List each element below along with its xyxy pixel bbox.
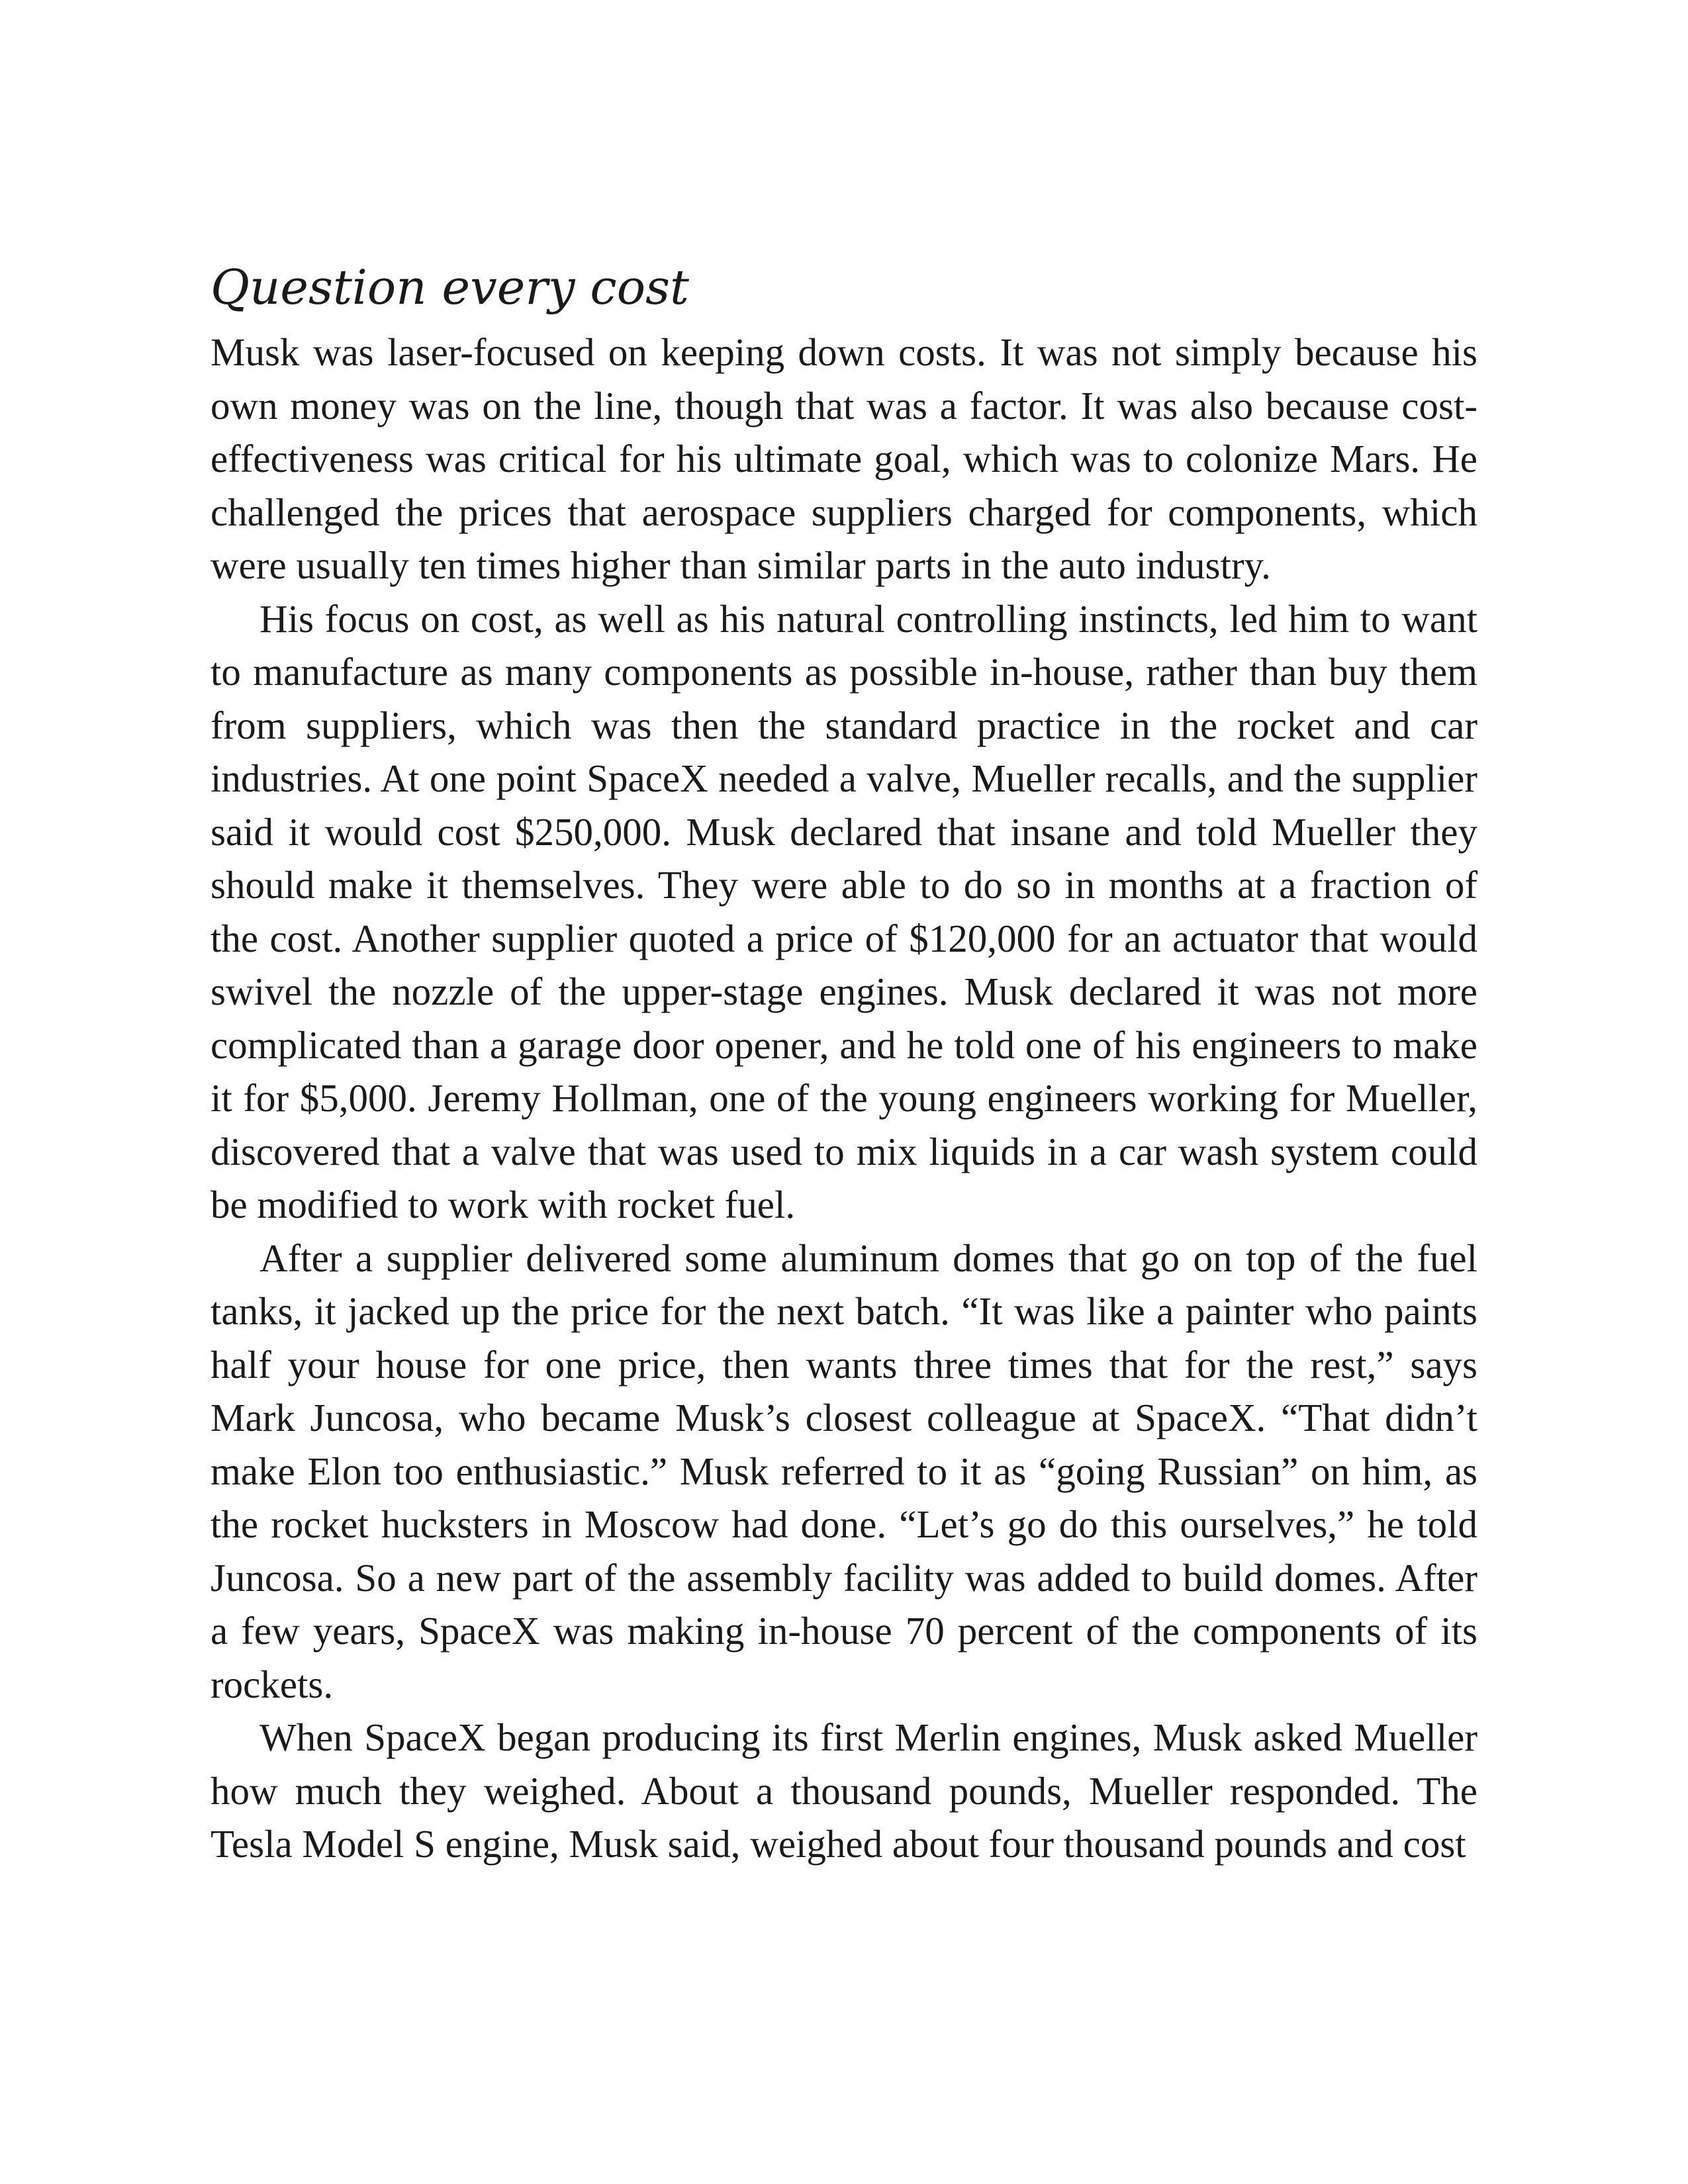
- paragraph-3: After a supplier delivered some aluminum domes that go on top of the fuel tanks, it jacked up the price for the next batch. “It was like a painter who paints half your house for one price, then wants three times that for the rest,” says Mark Juncosa, who became Musk’s closest colleague at SpaceX. “That didn’t make Elon too enthusiastic.” Musk referred to it as “going Russian” on him, as the rocket hucksters in Moscow had done. “Let’s go do this ourselves,” he told Juncosa. So a new part of the assembly facility was added to build domes. After a few years, SpaceX was making in-house 70 percent of the components of its rockets.: [211, 1236, 1477, 1706]
- section-heading: Question every cost: [211, 259, 689, 315]
- paragraph-4: When SpaceX began producing its first Merlin engines, Musk asked Mueller how much they weighed. About a thousand pounds, Mueller responded. The Tesla Model S engine, Musk said, weighed about four thousand pounds and cost: [211, 1715, 1477, 1866]
- paragraph-2: His focus on cost, as well as his natural controlling instincts, led him to want to manufacture as many components as possible in-house, rather than buy them from suppliers, which was then the standard practice in the rocket and car industries. At one point SpaceX needed a valve, Mueller recalls, and the supplier said it would cost $250,000. Musk declared that insane and told Mueller they should make it themselves. They were able to do so in months at a fraction of the cost. Another supplier quoted a price of $120,000 for an actuator that would swivel the nozzle of the upper-stage engines. Musk declared it was not more complicated than a garage door opener, and he told one of his engineers to make it for $5,000. Jeremy Hollman, one of the young engineers working for Mueller, discovered that a valve that was used to mix liquids in a car wash system could be modified to work with rocket fuel.: [211, 596, 1477, 1226]
- page-body: [211, 258, 1477, 1871]
- paragraph-1: Musk was laser-focused on keeping down costs. It was not simply because his own money was on the line, though that was a factor. It was also because cost-effectiveness was critical for his ultimate goal, which was to colonize Mars. He challenged the prices that aerospace suppliers charged for components, which were usually ten times higher than similar parts in the auto industry.: [211, 330, 1477, 587]
